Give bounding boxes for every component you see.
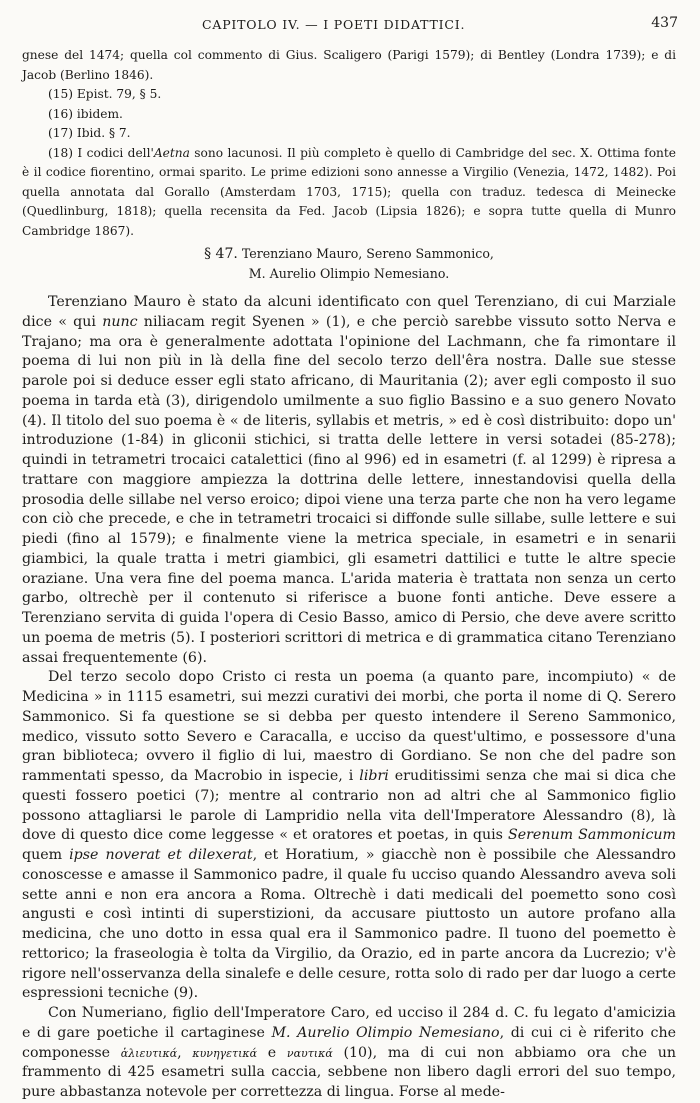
greek-halieutika: ἁλιευτικά <box>120 1046 178 1060</box>
main-text <box>22 293 676 1103</box>
p2-serenum: Serenum Sammonicum <box>508 827 677 844</box>
greek-nautika: ναυτικά <box>286 1046 333 1060</box>
page-number: 437 <box>651 15 678 31</box>
p2-text-d: , et Horatium, » giacchè non è possibile che Alessandro conoscesse e amasse il Sammonico padre, il quale fu ucciso quando Alessandro aveva soli sette anni e non era ancora a Roma. Oltrechè i dati medicali del poemetto sono così angusti e così intinti di superstizioni, da accusare piuttosto un autore profano alla medicina, che uno dotto in essa qual era il Sammonico padre. Il tuono del poemetto è rettorico; la fraseologia è tolta da Virgilio, da Orazio, ed in parte ancora da Lucrezio; v'è rigore nell'osservanza della sinalefe e delle cesure, rotta solo di rado per dar luogo a certe espressioni tecniche (9). <box>22 847 676 1002</box>
footnote-18-aetna: Aetna <box>153 145 190 160</box>
footnotes-block <box>22 46 676 241</box>
p2-text-c: quem <box>22 847 70 863</box>
p3-text-d: e <box>257 1044 287 1061</box>
p3-text-e: (10), ma di cui non abbiamo ora che un frammento di 425 esametri sulla caccia, sebbene non libero dagli errori del suo tempo, pure abbastanza notevole per correttezza di lingua. Forse al mede- <box>22 1044 676 1100</box>
page-header <box>22 14 678 34</box>
p1-nunc: nunc <box>102 313 138 330</box>
section-heading <box>22 244 676 283</box>
section-title-1: Terenziano Mauro, Sereno Sammonico, <box>241 246 494 261</box>
footnote-18 <box>22 144 676 242</box>
p3-text-b: , di cui ci è riferito che componesse <box>22 1024 676 1061</box>
p2-text-b: eruditissimi senza che mai si dica che questi fossero poetici (7); mentre al contrario non ad altri che al Sammonico figlio possono attagliarsi le parole di Lampridio nella vita dell'Imperatore Alessandro (8), là dove di questo dice come leggesse « et oratores et poetas, in quis <box>22 768 676 844</box>
footnote-17: (17) Ibid. § 7. <box>48 126 131 140</box>
paragraph-terenziano <box>22 293 676 668</box>
p2-text-a: Del terzo secolo dopo Cristo ci resta un poema (a quanto pare, incompiuto) « de Medicina » in 1115 esametri, sui mezzi curativi dei morbi, che porta il nome di Q. Serero Sammonico. Si fa questione se si debba per questo intendere il Sereno Sammonico, medico, vissuto sotto Severo e Caracalla, e ucciso da quest'ultimo, e possessore d'una gran biblioteca; ovvero il figlio di lui, maestro di Gordiano. Se non che del padre son rammentati spesso, da Macrobio in ispecie, i <box>22 669 676 784</box>
section-heading-line-1 <box>22 244 676 264</box>
p2-ipse: ipse noverat et dilexerat <box>69 847 253 863</box>
footnote-18-text-b: sono lacunosi. Il più completo è quello di Cambridge del sec. X. Ottima fonte è il codice fiorentino, ormai sparito. Le prime edizioni sono annesse a Virgilio (Venezia, 1472, 1482). Poi quella annotata dal Gorallo (Amsterdam 1703, 1715); quella con traduz. tedesca di Meinecke (Quedlinburg, 1818); quella recensita da Fed. Jacob (Lipsia 1826); e sopra tutte quella di Munro Cambridge 1867). <box>22 145 676 238</box>
p3-text-c: , <box>177 1044 193 1061</box>
section-title-2: M. Aurelio Olimpio Nemesiano. <box>248 266 450 281</box>
footnote-16: (16) ibidem. <box>48 106 123 121</box>
footnote-continuation: gnese del 1474; quella col commento di Gius. Scaligero (Parigi 1579); di Bentley (Londra 1739); e di Jacob (Berlino 1846). <box>22 48 676 82</box>
section-number: § 47. <box>204 246 238 262</box>
p2-libri: libri <box>359 768 389 784</box>
p1-text-a: Terenziano Mauro è stato da alcuni identificato con quel Terenziano, di cui Marziale dice « qui <box>22 294 676 330</box>
footnote-15: (15) Epist. 79, § 5. <box>48 87 162 101</box>
p1-text-b: niliacam regit Syenen » (1), e che perciò sarebbe vissuto sotto Nerva e Trajano; ma ora è generalmente adottata l'opinione del Lachmann, che fa rimontare il poema di lui non più in là della fine del secolo terzo dell'êra nostra. Dalle sue stesse parole poi si deduce esser egli stato africano, di Mauritania (2); aver egli composto il suo poema in tarda età (3), dirigendolo umilmente a suo figlio Bassino e a suo genero Novato (4). Il titolo del suo poema è « de literis, syllabis et metris, » ed è così distribuito: dopo un' introduzione (1-84) in gliconii stichici, si tratta delle lettere in versi sotadei (85-278); quindi in tetrametri trocaici catalettici (fino al 996) ed in esametri (f. al 1299) è ripresa a trattare con maggiore ampiezza la dottrina delle lettere, innestandovisi quella della prosodia delle sillabe nel verso eroico; dipoi viene una terza parte che non ha vero legame con ciò che precede, e che in tetrametri trocaici si diffonde sulle sillabe, sulle lettere e sui piedi (fino al 1579); e finalmente viene la metrica speciale, in esametri e in senarii giambici, la quale tratta i metri giambici, gli esametri dattilici e tutte le altre specie oraziane. Una vera fine del poema manca. L'arida materia è trattata non senza un certo garbo, oltrechè per il contenuto si riferisce a buone fonti antiche. Deve essere a Terenziano servita di guida l'opera di Cesio Basso, amico di Persio, che deve avere scritto un poema de metris (5). I posteriori scrittori di metrica e di grammatica citano Terenziano assai frequentemente (6). <box>22 313 676 666</box>
paragraph-sammonico <box>22 668 676 1004</box>
running-title: CAPITOLO IV. — I POETI DIDATTICI. <box>202 17 466 32</box>
greek-kynegetika: κυνηγετικά <box>192 1046 258 1060</box>
paragraph-nemesiano <box>22 1004 676 1103</box>
p3-name: M. Aurelio Olimpio Nemesiano <box>271 1024 500 1041</box>
footnote-18-text-a: (18) I codici dell' <box>48 145 154 160</box>
p3-text-a: Con Numeriano, figlio dell'Imperatore Caro, ed ucciso il 284 d. C. fu legato d'amicizia e di gare poetiche il cartaginese <box>22 1005 676 1041</box>
